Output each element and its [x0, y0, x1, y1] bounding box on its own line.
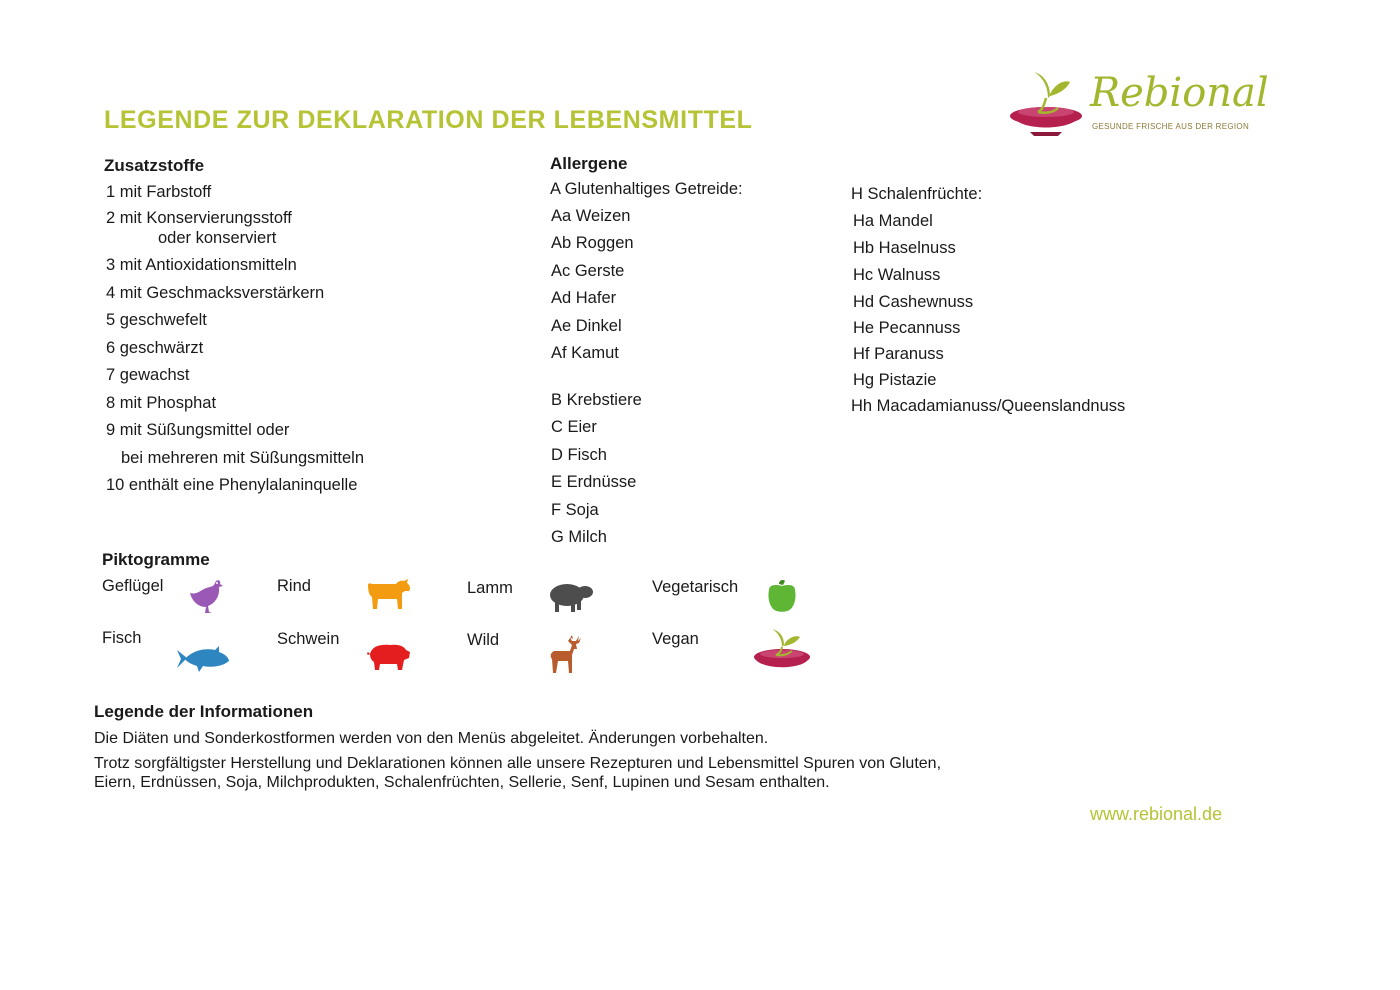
picto-label-schwein: Schwein [277, 630, 340, 648]
sheep-icon [547, 580, 595, 614]
list-item: A Glutenhaltiges Getreide: [550, 180, 743, 198]
list-item: He Pecannuss [853, 319, 961, 337]
logo-wordmark: Rebional [1090, 70, 1269, 116]
zusatzstoffe-heading: Zusatzstoffe [104, 156, 205, 175]
list-item: D Fisch [551, 446, 607, 464]
list-item: Ae Dinkel [551, 317, 622, 335]
fish-icon [175, 644, 231, 676]
chicken-icon [186, 575, 224, 615]
cow-icon [364, 577, 412, 611]
info-heading: Legende der Informationen [94, 702, 314, 721]
list-item: 5 geschwefelt [106, 311, 207, 329]
list-item: Hh Macadamianuss/Queenslandnuss [851, 397, 1126, 415]
bowl-logo-icon [1008, 68, 1088, 138]
picto-label-lamm: Lamm [467, 579, 513, 597]
list-item: H Schalenfrüchte: [851, 185, 983, 203]
list-item: 10 enthält eine Phenylalaninquelle [106, 476, 358, 494]
list-item: 3 mit Antioxidationsmitteln [106, 256, 297, 274]
picto-label-rind: Rind [277, 577, 311, 595]
list-item: 4 mit Geschmacksverstärkern [106, 284, 325, 302]
picto-label-gefluegel: Geflügel [102, 577, 164, 595]
list-item: Ha Mandel [853, 212, 933, 230]
list-item: 2 mit Konservierungsstoff [106, 209, 292, 227]
list-item: Aa Weizen [551, 207, 631, 225]
picto-label-vegetarisch: Vegetarisch [652, 578, 739, 596]
list-item: Af Kamut [551, 344, 619, 362]
allergene-heading: Allergene [550, 154, 628, 173]
piktogramme-heading: Piktogramme [102, 550, 210, 569]
list-item: Hd Cashewnuss [853, 293, 974, 311]
rebional-logo [1008, 64, 1269, 146]
list-item: Ab Roggen [551, 234, 634, 252]
list-item: Hg Pistazie [853, 371, 937, 389]
deer-icon [546, 633, 586, 675]
list-item: 6 geschwärzt [106, 339, 204, 357]
list-item: 9 mit Süßungsmittel oder [106, 421, 290, 439]
list-item: Ac Gerste [551, 262, 625, 280]
logo-tagline: GESUNDE FRISCHE AUS DER REGION [1092, 122, 1250, 131]
list-item: 8 mit Phosphat [106, 394, 217, 412]
vegan-bowl-icon [752, 625, 814, 675]
pepper-icon [765, 578, 799, 614]
list-item: G Milch [551, 528, 607, 546]
page-title: LEGENDE ZUR DEKLARATION DER LEBENSMITTEL [104, 106, 753, 134]
list-item: 1 mit Farbstoff [106, 183, 212, 201]
list-item: Hb Haselnuss [853, 239, 956, 257]
pig-icon [366, 642, 412, 674]
list-item: F Soja [551, 501, 599, 519]
list-item: E Erdnüsse [551, 473, 637, 491]
list-item: 7 gewachst [106, 366, 190, 384]
website-link[interactable]: www.rebional.de [1090, 804, 1223, 824]
info-line-3: Eiern, Erdnüssen, Soja, Milchprodukten, Schalenfrüchten, Sellerie, Senf, Lupinen und Sesam enthalten. [94, 774, 830, 791]
picto-label-vegan: Vegan [652, 630, 699, 648]
picto-label-wild: Wild [467, 631, 500, 649]
picto-label-fisch: Fisch [102, 629, 142, 647]
list-item: Hf Paranuss [853, 345, 944, 363]
info-line-2: Trotz sorgfältigster Herstellung und Deklarationen können alle unsere Rezepturen und Lebensmittel Spuren von Gluten, [94, 755, 942, 772]
list-item: bei mehreren mit Süßungsmitteln [121, 449, 365, 467]
list-item: B Krebstiere [551, 391, 642, 409]
list-item: C Eier [551, 418, 597, 436]
info-line-1: Die Diäten und Sonderkostformen werden von den Menüs abgeleitet. Änderungen vorbehalten. [94, 730, 769, 747]
list-item: Ad Hafer [551, 289, 617, 307]
list-item: oder konserviert [158, 229, 277, 247]
list-item: Hc Walnuss [853, 266, 941, 284]
